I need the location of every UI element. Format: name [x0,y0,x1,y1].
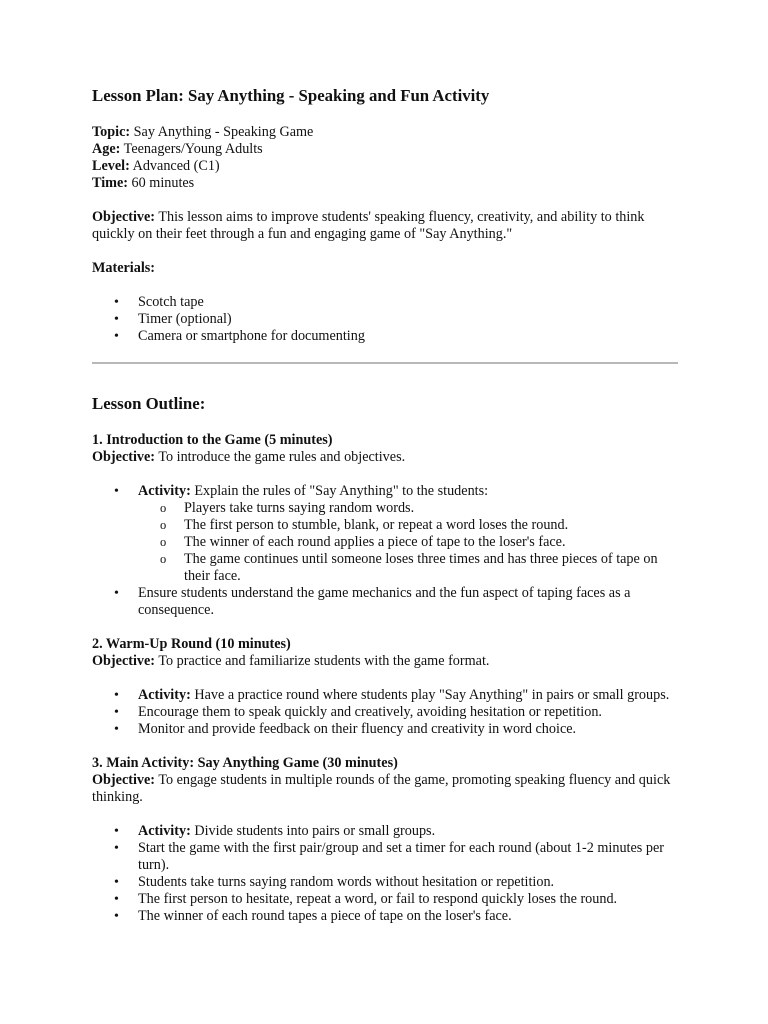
list-item: • Activity: Have a practice round where students play "Say Anything" in pairs or small groups. [92,687,682,704]
sub-list [138,500,682,585]
topic-label: Topic: [92,124,131,140]
list-item: • Monitor and provide feedback on their fluency and creativity in word choice. [92,721,682,738]
activity-label: Activity: [138,687,191,703]
section-objective: Objective: To engage students in multiple rounds of the game, promoting speaking fluency and quick thinking. [92,772,671,805]
lesson-meta [92,124,682,192]
section-list [92,823,682,925]
list-item: • Activity: Explain the rules of "Say Anything" to the students: o Players take turns saying random words. o The first person to stumble, blank, or repeat a word loses the round. o The winner of each round applies a piece of tape to the loser's face. o The game continues until someone loses three times and has three pieces of tape on their face. [92,483,682,585]
time-label: Time: [92,175,128,191]
horizontal-divider [92,362,678,364]
level-label: Level: [92,158,130,174]
section-objective: Objective: To practice and familiarize students with the game format. [92,653,490,669]
sub-list-item: o Players take turns saying random words. [138,500,682,517]
section-list [92,687,682,738]
document-body [92,86,682,942]
section-heading: 1. Introduction to the Game (5 minutes) [92,432,333,448]
age-value: Teenagers/Young Adults [120,141,263,157]
materials-list [92,294,682,345]
topic-line [92,124,682,141]
time-line [92,175,682,192]
level-line [92,158,682,175]
objective-text: This lesson aims to improve students' speaking fluency, creativity, and ability to think quickly on their feet through a fun and engaging game of "Say Anything." [92,209,645,242]
list-item: • Camera or smartphone for documenting [92,328,682,345]
list-item: • The first person to hesitate, repeat a word, or fail to respond quickly loses the round. [92,891,682,908]
objective-label: Objective: [92,449,156,465]
age-line [92,141,682,158]
page-title: Lesson Plan: Say Anything - Speaking and Fun Activity [92,86,490,105]
objective-paragraph [92,209,682,243]
objective-label: Objective: [92,772,156,788]
list-item: • Timer (optional) [92,311,682,328]
sub-list-item: o The winner of each round applies a piece of tape to the loser's face. [138,534,682,551]
sub-list-item: o The first person to stumble, blank, or repeat a word loses the round. [138,517,682,534]
list-item: • Ensure students understand the game mechanics and the fun aspect of taping faces as a consequence. [92,585,682,619]
section-list [92,483,682,619]
section-3 [92,755,682,925]
list-item: • Start the game with the first pair/group and set a timer for each round (about 1-2 minutes per turn). [92,840,682,874]
time-value: 60 minutes [128,175,195,191]
section-heading: 2. Warm-Up Round (10 minutes) [92,636,291,652]
section-1 [92,432,682,619]
sub-list-item: o The game continues until someone loses three times and has three pieces of tape on their face. [138,551,682,585]
outline-heading: Lesson Outline: [92,394,206,413]
section-2 [92,636,682,738]
list-item: • Encourage them to speak quickly and creatively, avoiding hesitation or repetition. [92,704,682,721]
topic-value: Say Anything - Speaking Game [130,124,314,140]
materials-heading: Materials: [92,260,156,276]
age-label: Age: [92,141,121,157]
level-value: Advanced (C1) [129,158,220,174]
activity-label: Activity: [138,483,191,499]
list-item: • Scotch tape [92,294,682,311]
list-item: • Students take turns saying random words without hesitation or repetition. [92,874,682,891]
activity-label: Activity: [138,823,191,839]
section-heading: 3. Main Activity: Say Anything Game (30 minutes) [92,755,398,771]
objective-label: Objective: [92,209,156,225]
list-item: • Activity: Divide students into pairs or small groups. [92,823,682,840]
list-item: • The winner of each round tapes a piece of tape on the loser's face. [92,908,682,925]
objective-label: Objective: [92,653,156,669]
section-objective: Objective: To introduce the game rules and objectives. [92,449,406,465]
